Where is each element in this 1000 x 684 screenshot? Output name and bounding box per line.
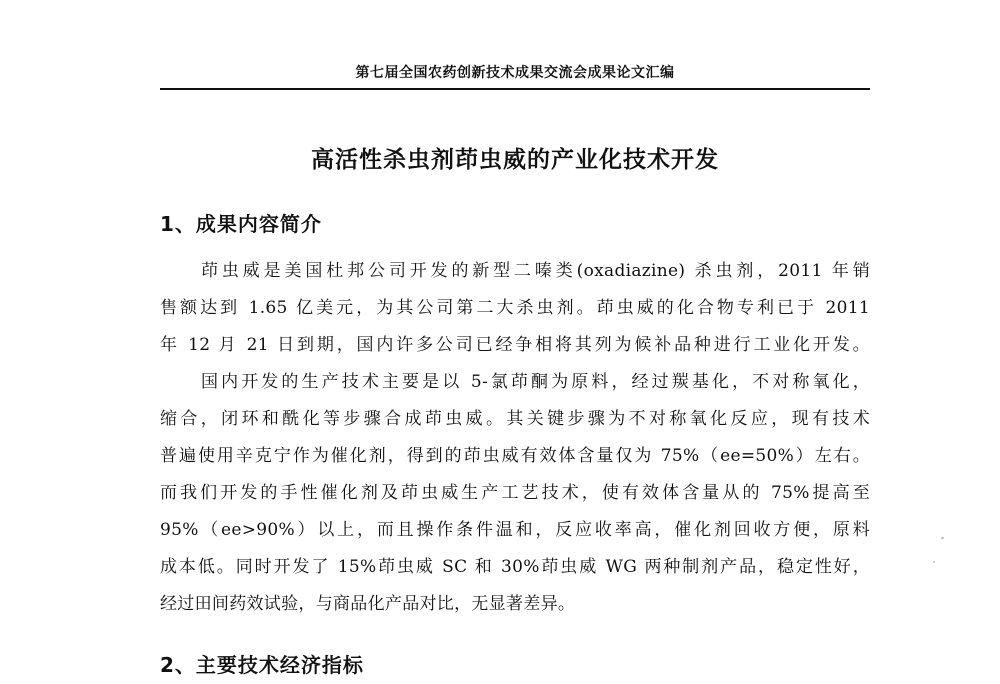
- section-heading-2: 2、主要技术经济指标: [160, 653, 364, 677]
- scan-speck: [933, 561, 935, 563]
- paragraph-1-line-2: 售额达到 1.65 亿美元，为其公司第二大杀虫剂。茚虫威的化合物专利已于 2011: [160, 298, 870, 318]
- paragraph-2-line-7: 经过田间药效试验，与商品化产品对比，无显著差异。: [160, 594, 576, 614]
- header-rule: [160, 88, 870, 90]
- paragraph-1-line-3: 年 12 月 21 日到期，国内许多公司已经争相将其列为候补品种进行工业化开发。: [160, 335, 870, 355]
- paragraph-2-line-6: 成本低。同时开发了 15%茚虫威 SC 和 30%茚虫威 WG 两种制剂产品，稳定性好，: [160, 557, 870, 577]
- paragraph-2-line-4: 而我们开发的手性催化剂及茚虫威生产工艺技术，使有效体含量从的 75%提高至: [160, 483, 870, 503]
- page-title: 高活性杀虫剂茚虫威的产业化技术开发: [311, 147, 719, 173]
- paragraph-2-line-3: 普遍使用辛克宁作为催化剂，得到的茚虫威有效体含量仅为 75%（ee=50%）左右。: [160, 446, 870, 466]
- running-header: 第七届全国农药创新技术成果交流会成果论文汇编: [355, 65, 675, 81]
- paragraph-1-line-1: 茚虫威是美国杜邦公司开发的新型二嗪类(oxadiazine) 杀虫剂，2011 年销: [201, 261, 870, 281]
- paragraph-2-line-1: 国内开发的生产技术主要是以 5-氯茚酮为原料，经过羰基化，不对称氧化，: [201, 372, 870, 392]
- section-heading-1: 1、成果内容简介: [160, 212, 322, 236]
- paragraph-2-line-2: 缩合，闭环和酰化等步骤合成茚虫威。其关键步骤为不对称氧化反应，现有技术: [160, 409, 870, 429]
- scan-speck: [941, 537, 944, 539]
- paragraph-2-line-5: 95%（ee>90%）以上，而且操作条件温和，反应收率高，催化剂回收方便，原料: [160, 520, 870, 540]
